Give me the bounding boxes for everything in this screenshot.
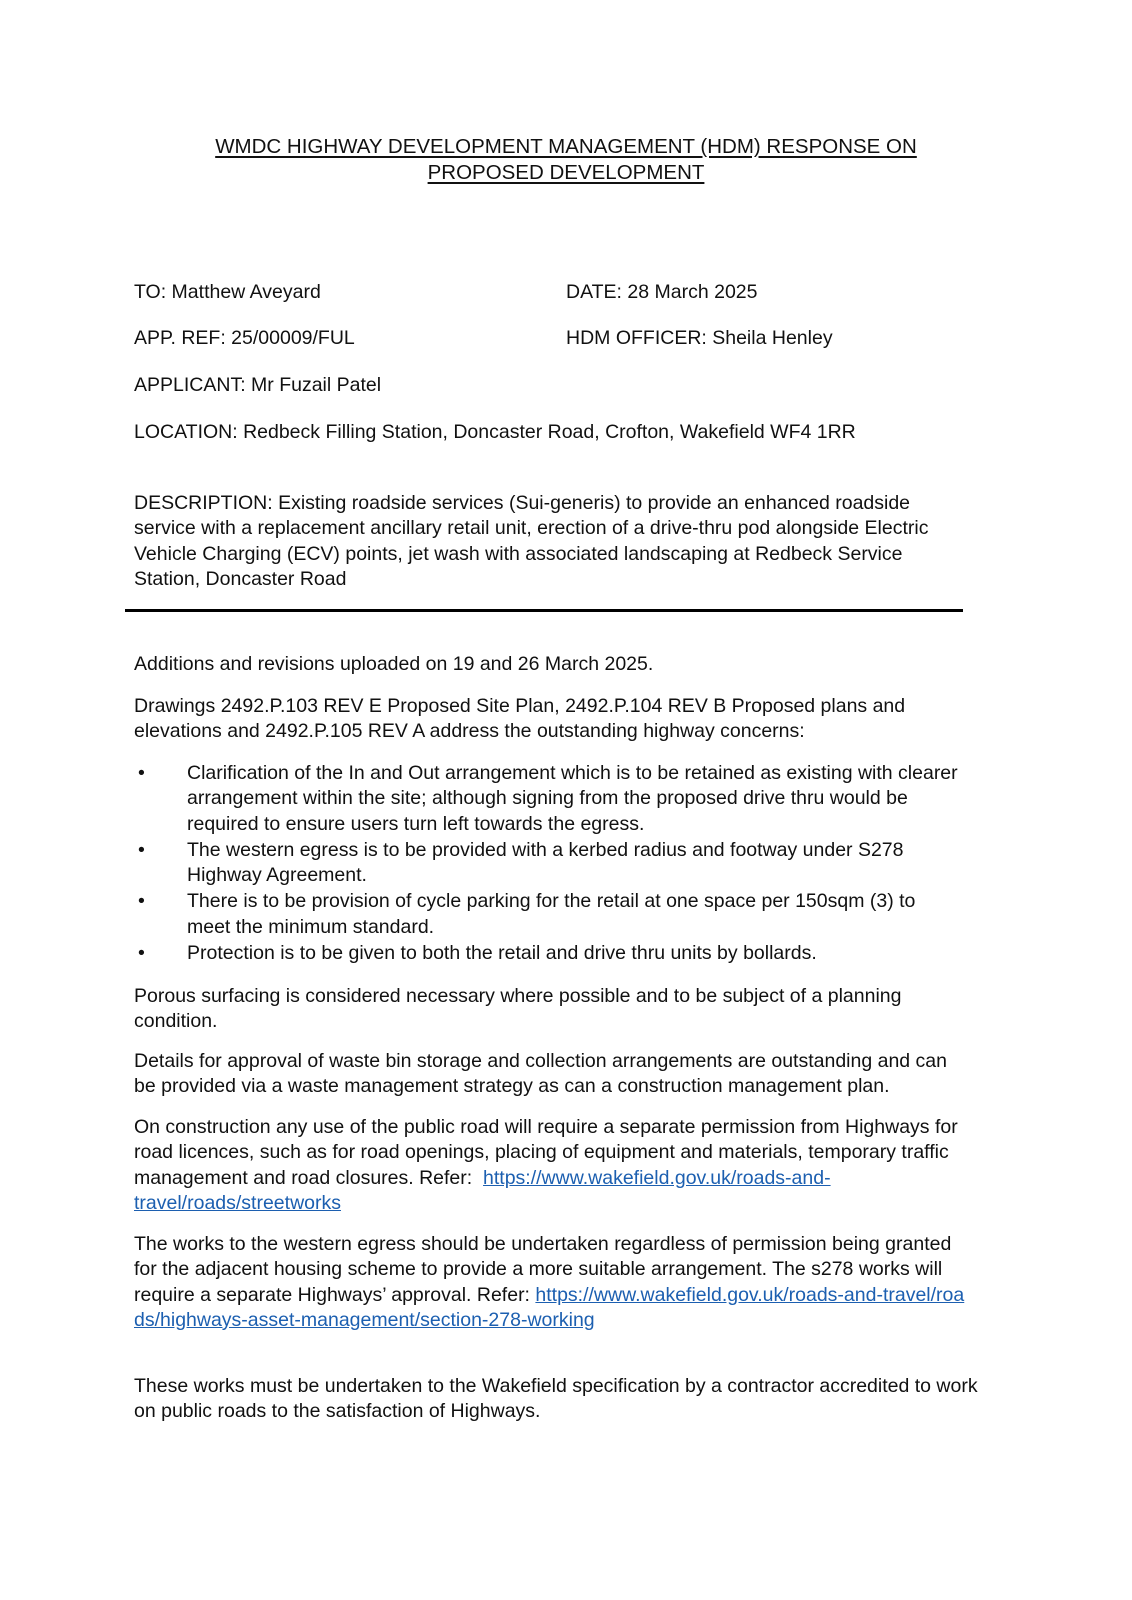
description-field: DESCRIPTION: Existing roadside services (Sui-generis) to provide an enhanced roadside service with a replacement ancillary retail unit, erection of a drive-thru pod alongside Electric Vehicle Charging (ECV) points, jet wash with associated landscaping at Redbeck Service Station, Doncaster Road	[134, 492, 929, 590]
document-title	[0, 134, 1132, 186]
list-item: • Clarification of the In and Out arrangement which is to be retained as existing with clearer arrangement within the site; although signing from the proposed drive thru would be required to ensure users turn left towards the egress.	[138, 762, 958, 835]
paragraph-waste: Details for approval of waste bin storage and collection arrangements are outstanding and can be provided via a waste management strategy as can a construction management plan.	[134, 1050, 947, 1098]
applicant-field: APPLICANT: Mr Fuzail Patel	[134, 374, 382, 396]
list-item: • Protection is to be given to both the retail and drive thru units by bollards.	[134, 941, 964, 966]
app-ref-field: APP. REF: 25/00009/FUL	[134, 327, 355, 349]
to-field: TO: Matthew Aveyard	[134, 281, 321, 303]
paragraph-western-egress: The works to the western egress should be undertaken regardless of permission being granted for the adjacent housing scheme to provide a more suitable arrangement. The s278 works will require a separate Highways’ approval. Refer: https://www.wakefield.gov.uk/roads-and-travel/roads/highways-asset-management/section-278-working	[134, 1233, 965, 1331]
section-278-link[interactable]: https://www.wakefield.gov.uk/roads-and-travel/roads/highways-asset-management/section-278-working	[134, 1283, 965, 1331]
streetworks-link[interactable]: https://www.wakefield.gov.uk/roads-and-travel/roads/streetworks	[134, 1166, 831, 1214]
paragraph-additions: Additions and revisions uploaded on 19 and 26 March 2025.	[134, 653, 654, 675]
title-line-2: PROPOSED DEVELOPMENT	[427, 161, 705, 184]
location-field: LOCATION: Redbeck Filling Station, Doncaster Road, Crofton, Wakefield WF4 1RR	[134, 421, 856, 443]
concerns-list	[134, 761, 964, 966]
divider	[125, 609, 963, 612]
bullet-icon: •	[138, 762, 145, 784]
paragraph-specification: These works must be undertaken to the Wakefield specification by a contractor accredited to work on public roads to the satisfaction of Highways.	[134, 1375, 978, 1423]
list-item: • The western egress is to be provided with a kerbed radius and footway under S278 Highway Agreement.	[138, 838, 904, 887]
list-item: • There is to be provision of cycle parking for the retail at one space per 150sqm (3) to meet the minimum standard.	[138, 890, 916, 938]
bullet-icon: •	[138, 890, 145, 913]
paragraph-drawings: Drawings 2492.P.103 REV E Proposed Site Plan, 2492.P.104 REV B Proposed plans and elevations and 2492.P.105 REV A address the outstanding highway concerns:	[134, 695, 906, 743]
bullet-icon: •	[138, 942, 145, 965]
paragraph-construction: On construction any use of the public road will require a separate permission from Highways for road licences, such as for road openings, placing of equipment and materials, temporary traffic management and road closures. Refer: https://www.wakefield.gov.uk/roads-and-travel/roads/streetworks	[134, 1116, 958, 1214]
paragraph-porous: Porous surfacing is considered necessary where possible and to be subject of a planning condition.	[134, 985, 902, 1033]
title-line-1: WMDC HIGHWAY DEVELOPMENT MANAGEMENT (HDM) RESPONSE ON	[215, 135, 917, 158]
date-field: DATE: 28 March 2025	[566, 281, 758, 303]
officer-field: HDM OFFICER: Sheila Henley	[566, 327, 833, 349]
bullet-icon: •	[138, 838, 145, 861]
